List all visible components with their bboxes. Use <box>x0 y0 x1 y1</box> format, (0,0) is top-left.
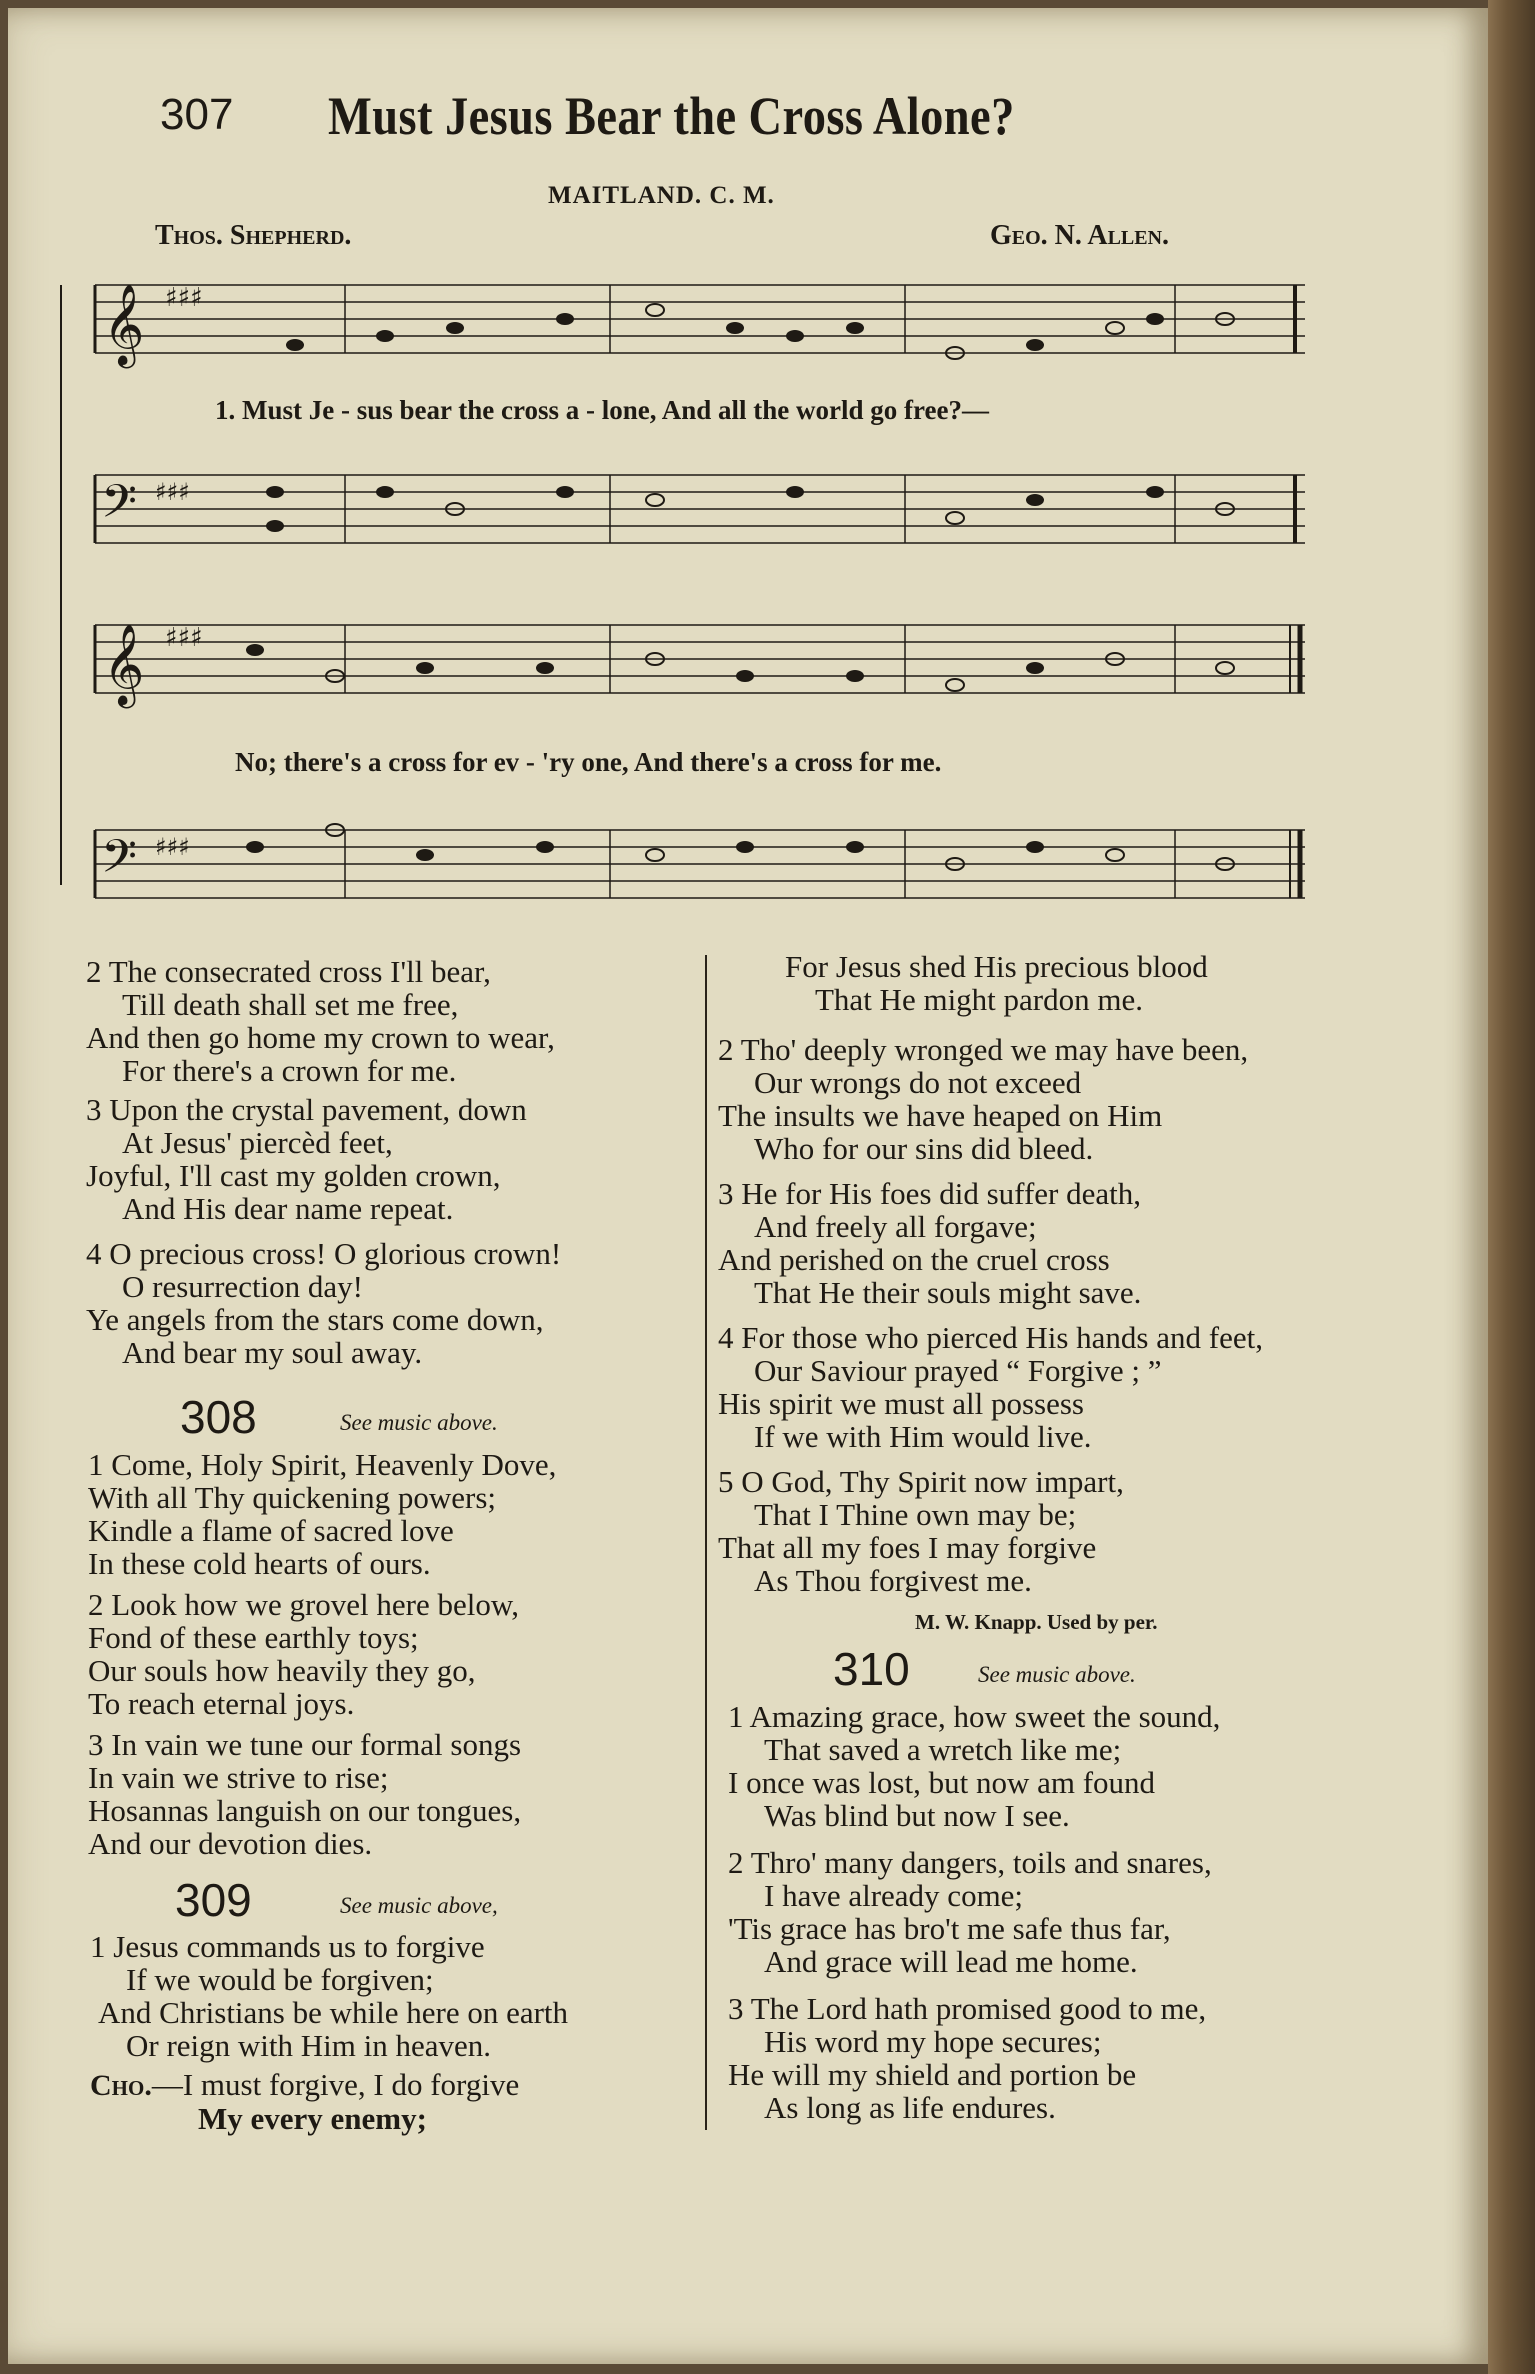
verse-line: And grace will lead me home. <box>764 1944 1138 1979</box>
svg-text:𝄞: 𝄞 <box>103 623 145 705</box>
bass-staff-2 <box>95 825 1305 905</box>
verse-line: For there's a crown for me. <box>122 1053 457 1088</box>
svg-text:𝄢: 𝄢 <box>101 475 138 540</box>
verse-number: 1 <box>88 1447 104 1482</box>
verse-line: Our souls how heavily they go, <box>88 1653 476 1688</box>
verse <box>88 1448 556 1580</box>
verse-line: O resurrection day! <box>122 1269 364 1304</box>
hymn-310-verses <box>728 1700 1220 2124</box>
verse-line: Was blind but now I see. <box>764 1798 1070 1833</box>
hymn-310-number: 310 <box>833 1643 910 1695</box>
verse <box>718 1033 1263 1165</box>
verse-line: That I Thine own may be; <box>754 1497 1077 1532</box>
lyricist: Thos. Shepherd. <box>155 220 352 251</box>
tune-name: MAITLAND. C. M. <box>548 182 775 209</box>
verse-line: O God, Thy Spirit now impart, <box>741 1464 1124 1499</box>
svg-text:♯♯♯: ♯♯♯ <box>155 832 190 861</box>
verse-line: As Thou forgivest me. <box>754 1563 1032 1598</box>
verse-line: Hosannas languish on our tongues, <box>88 1793 522 1828</box>
verse-line: Ye angels from the stars come down, <box>86 1302 544 1337</box>
verse-line: I have already come; <box>764 1878 1024 1913</box>
verse-line: The insults we have heaped on Him <box>718 1098 1163 1133</box>
verse-number: 3 <box>718 1176 734 1211</box>
verse-number: 1 <box>90 1929 106 1964</box>
lyric-line-1: 1. Must Je - sus bear the cross a - lone, And all the world go free?— <box>215 395 989 425</box>
hymn-309-more-verses <box>718 1033 1263 1597</box>
verse-line: 'Tis grace has bro't me safe thus far, <box>728 1911 1171 1946</box>
verse <box>728 1846 1220 1978</box>
verse-line: Or reign with Him in heaven. <box>126 2028 492 2063</box>
verse-line: Our wrongs do not exceed <box>754 1065 1082 1100</box>
verse-line: That He their souls might save. <box>754 1275 1142 1310</box>
verse-line: Who for our sins did bleed. <box>754 1131 1094 1166</box>
verse-number: 3 <box>728 1991 744 2026</box>
verse-line: As long as life endures. <box>764 2090 1056 2125</box>
hymn-308-verses <box>88 1448 556 1860</box>
verse-line: —I must forgive, I do forgive <box>151 2067 520 2102</box>
verse-line: For Jesus shed His precious blood <box>785 949 1208 984</box>
verse-number: 2 <box>728 1845 744 1880</box>
verse <box>88 1588 556 1720</box>
bass-staff-1 <box>95 470 1305 550</box>
svg-text:♯♯♯: ♯♯♯ <box>165 623 203 653</box>
verse-line: In vain we tune our formal songs <box>111 1727 522 1762</box>
verse <box>718 1177 1263 1309</box>
verse <box>728 1992 1220 2124</box>
verse-number: 2 <box>718 1032 734 1067</box>
chorus <box>90 2068 568 2102</box>
verse-line: And then go home my crown to wear, <box>86 1020 555 1055</box>
hymn-309-chorus-continued <box>785 950 1208 1016</box>
verse-line: And His dear name repeat. <box>122 1191 454 1226</box>
verse-number: 1 <box>728 1699 744 1734</box>
composer: Geo. N. Allen. <box>990 220 1170 251</box>
verse-line: For those who pierced His hands and feet, <box>741 1320 1263 1355</box>
verse-line: The Lord hath promised good to me, <box>750 1991 1207 2026</box>
verse-number: 5 <box>718 1464 734 1499</box>
hymn-309-number: 309 <box>175 1874 252 1926</box>
verse-line: His word my hope secures; <box>764 2024 1102 2059</box>
verse-line: I once was lost, but now am found <box>728 1765 1156 1800</box>
verse-line: That all my foes I may forgive <box>718 1530 1097 1565</box>
verse-line: Kindle a flame of sacred love <box>88 1513 454 1548</box>
verse-line: At Jesus' piercèd feet, <box>122 1125 393 1160</box>
verse-line: Our Saviour prayed “ Forgive ; ” <box>754 1353 1162 1388</box>
verse <box>86 954 561 1088</box>
verse-line: His spirit we must all possess <box>718 1386 1084 1421</box>
verse-line: And our devotion dies. <box>88 1826 373 1861</box>
verse-line: If we with Him would live. <box>754 1419 1092 1454</box>
column-divider <box>705 955 707 2130</box>
verse-line: O precious cross! O glorious crown! <box>109 1236 562 1271</box>
verse <box>86 1093 561 1231</box>
verse-line: Thro' many dangers, toils and snares, <box>750 1845 1212 1880</box>
verse-line: Joyful, I'll cast my golden crown, <box>86 1158 501 1193</box>
verse-line: Till death shall set me free, <box>122 987 459 1022</box>
verse-number: 4 <box>86 1236 102 1271</box>
verse-line: To reach eternal joys. <box>88 1686 355 1721</box>
treble-staff-1 <box>95 280 1305 365</box>
verse-line: And bear my soul away. <box>122 1335 423 1370</box>
hymn-307-extra-verses <box>86 955 561 1369</box>
verse-line: That saved a wretch like me; <box>764 1732 1122 1767</box>
verse-line: Upon the crystal pavement, down <box>109 1092 527 1127</box>
svg-text:♯♯♯: ♯♯♯ <box>165 283 203 313</box>
verse-number: 2 <box>86 954 102 989</box>
verse-number: 2 <box>88 1587 104 1622</box>
verse <box>728 1700 1220 1832</box>
verse-line: He for His foes did suffer death, <box>741 1176 1141 1211</box>
verse-line: And perished on the cruel cross <box>718 1242 1110 1277</box>
attribution: M. W. Knapp. Used by per. <box>915 1610 1158 1634</box>
verse-line: Tho' deeply wronged we may have been, <box>740 1032 1249 1067</box>
hymn-308-number: 308 <box>180 1391 257 1443</box>
verse-line: He will my shield and portion be <box>728 2057 1137 2092</box>
verse-line: In vain we strive to rise; <box>88 1760 389 1795</box>
verse-line: Jesus commands us to forgive <box>113 1929 485 1964</box>
hymn-310-see-music: See music above. <box>978 1662 1136 1687</box>
verse-line: And freely all forgave; <box>754 1209 1037 1244</box>
verse-number: 3 <box>86 1092 102 1127</box>
hymn-title: Must Jesus Bear the Cross Alone? <box>328 86 1015 146</box>
svg-text:♯♯♯: ♯♯♯ <box>155 477 190 506</box>
verse-line: With all Thy quickening powers; <box>88 1480 496 1515</box>
treble-staff-2 <box>95 620 1305 705</box>
hymn-number: 307 <box>160 90 234 139</box>
verse-number: 3 <box>88 1727 104 1762</box>
lyric-line-2: No; there's a cross for ev - 'ry one, And there's a cross for me. <box>235 747 942 777</box>
hymn-309-verse-1 <box>90 1930 568 2135</box>
svg-text:𝄢: 𝄢 <box>101 830 138 895</box>
verse <box>718 1465 1263 1597</box>
chorus-label: Cho. <box>90 2069 152 2102</box>
system-brace <box>60 285 62 885</box>
hymn-308-see-music: See music above. <box>340 1410 498 1435</box>
verse-line: If we would be forgiven; <box>126 1962 434 1997</box>
verse-line: My every enemy; <box>198 2101 427 2136</box>
verse <box>86 1237 561 1369</box>
verse <box>88 1728 556 1860</box>
verse-line: Amazing grace, how sweet the sound, <box>749 1699 1221 1734</box>
verse-line: Look how we grovel here below, <box>111 1587 520 1622</box>
verse-line: The consecrated cross I'll bear, <box>108 954 491 989</box>
svg-text:𝄞: 𝄞 <box>103 283 145 365</box>
verse-line: That He might pardon me. <box>815 982 1143 1017</box>
verse-line: And Christians be while here on earth <box>98 1995 569 2030</box>
verse-line: Fond of these earthly toys; <box>88 1620 419 1655</box>
verse <box>718 1321 1263 1453</box>
hymn-309-see-music: See music above, <box>340 1893 498 1918</box>
verse-number: 4 <box>718 1320 734 1355</box>
book-spine <box>1488 0 1535 2374</box>
verse-line: In these cold hearts of ours. <box>88 1546 431 1581</box>
verse-line: Come, Holy Spirit, Heavenly Dove, <box>111 1447 557 1482</box>
